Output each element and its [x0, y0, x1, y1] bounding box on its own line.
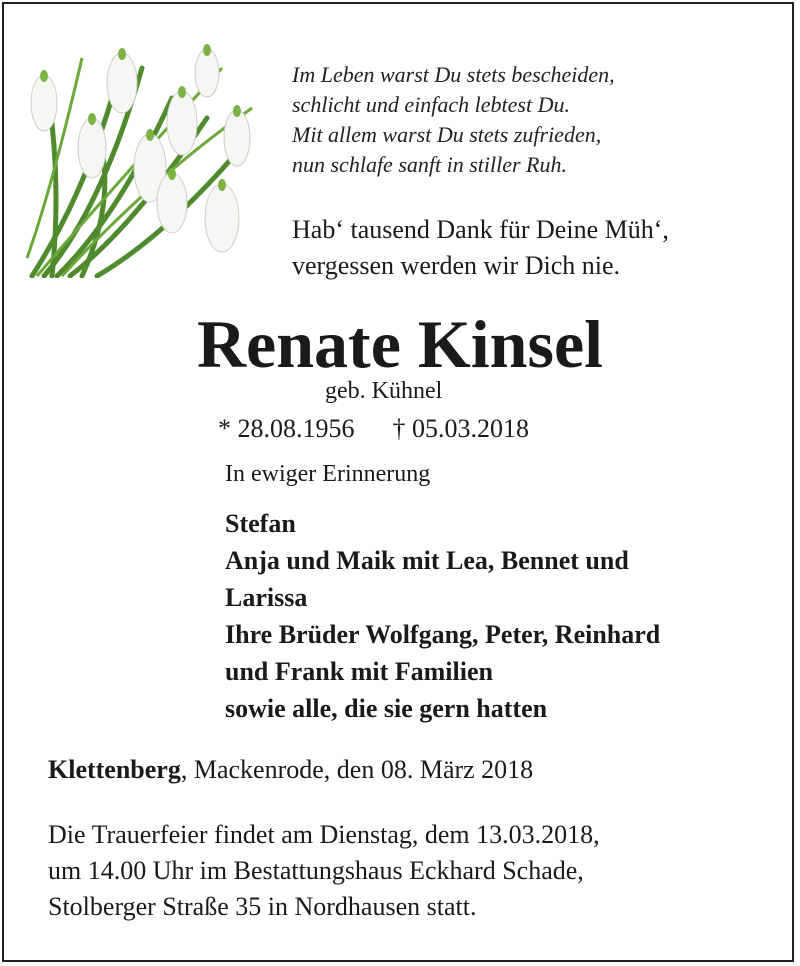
poem-line: schlicht und einfach lebtest Du.: [292, 92, 570, 117]
funeral-line: um 14.00 Uhr im Bestattungshaus Eckhard Schade,: [48, 856, 584, 885]
funeral-info: [48, 817, 600, 925]
snowdrop-flowers-image: [22, 28, 262, 278]
place-date-rest: , Mackenrode, den 08. März 2018: [180, 755, 534, 784]
funeral-line: Stolberger Straße 35 in Nordhausen statt.: [48, 892, 477, 921]
memory-intro: In ewiger Erinnerung: [225, 461, 431, 487]
place-and-date: [48, 755, 533, 785]
thanks-line: vergessen werden wir Dich nie.: [292, 251, 621, 280]
deceased-name: Renate Kinsel: [196, 306, 604, 382]
thanks-line: Hab‘ tausend Dank für Deine Müh‘,: [292, 215, 669, 244]
poem-line: Im Leben warst Du stets bescheiden,: [292, 62, 615, 87]
place-town: Klettenberg: [48, 755, 181, 784]
mourner-line: Stefan: [225, 509, 296, 538]
mourner-line: sowie alle, die sie gern hatten: [225, 694, 548, 723]
birth-name: geb. Kühnel: [325, 378, 443, 404]
mourners-list: [225, 505, 660, 727]
mourner-line: Ihre Brüder Wolfgang, Peter, Reinhard: [225, 620, 661, 649]
mourner-line: Anja und Maik mit Lea, Bennet und: [225, 546, 629, 575]
mourner-line: und Frank mit Familien: [225, 657, 493, 686]
funeral-line: Die Trauerfeier findet am Dienstag, dem 13.03.2018,: [48, 820, 600, 849]
death-date: † 05.03.2018: [392, 414, 529, 443]
poem-line: nun schlafe sanft in stiller Ruh.: [292, 152, 567, 177]
life-dates: [218, 414, 529, 444]
thanks-verse: [292, 212, 669, 284]
poem: [292, 60, 615, 180]
birth-date: * 28.08.1956: [218, 414, 355, 443]
poem-line: Mit allem warst Du stets zufrieden,: [292, 122, 602, 147]
mourner-line: Larissa: [225, 583, 308, 612]
